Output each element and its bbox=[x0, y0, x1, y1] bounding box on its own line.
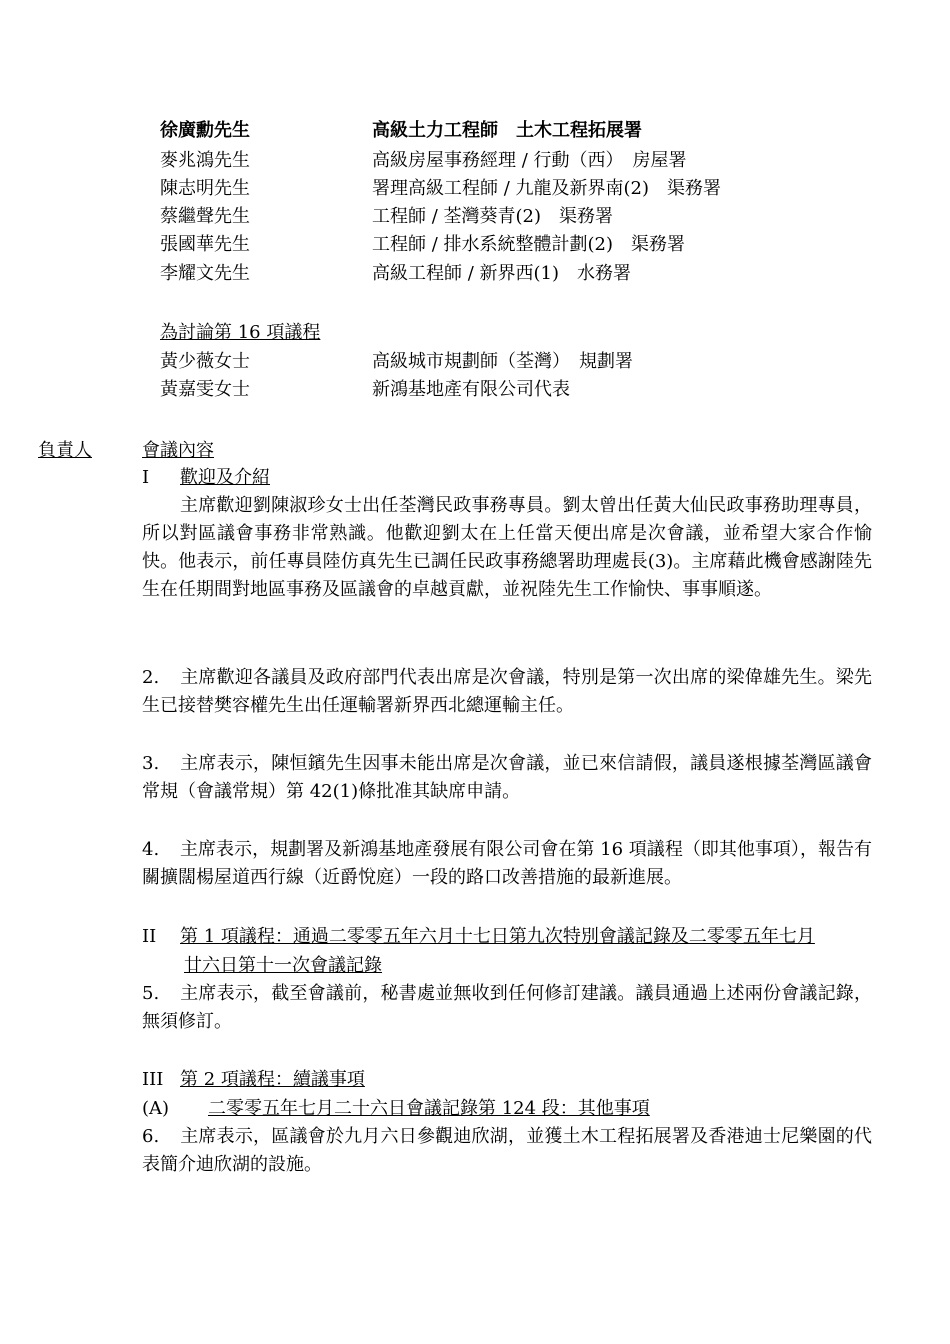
content-header: 會議內容 bbox=[142, 440, 214, 461]
responsible-header: 負責人 bbox=[38, 440, 92, 461]
paragraph-text: 主席歡迎各議員及政府部門代表出席是次會議，特別是第一次出席的梁偉雄先生。梁先生已接替樊容權先生出任運輸署新界西北總運輸主任。 bbox=[142, 667, 872, 716]
paragraph-6 bbox=[142, 1123, 872, 1179]
attendee-role: 高級城市規劃師（荃灣） 規劃署 bbox=[372, 351, 633, 372]
attendee-name: 蔡繼聲先生 bbox=[160, 206, 250, 227]
section-numeral: III bbox=[142, 1069, 164, 1090]
attendee-name: 張國華先生 bbox=[160, 234, 250, 255]
paragraph-number: 5. bbox=[142, 983, 160, 1004]
attendee-role: 高級土力工程師 土木工程拓展署 bbox=[372, 120, 642, 141]
section-title-continued: 廿六日第十一次會議記錄 bbox=[184, 955, 382, 976]
paragraph-number: 2. bbox=[142, 667, 160, 688]
attendee-name: 李耀文先生 bbox=[160, 263, 250, 284]
attendee-role: 高級房屋事務經理 / 行動（西） 房屋署 bbox=[372, 150, 687, 171]
subsection-title: 二零零五年七月二十六日會議記錄第 124 段：其他事項 bbox=[208, 1098, 650, 1119]
attendee-name: 徐廣勳先生 bbox=[160, 120, 250, 141]
paragraph-4 bbox=[142, 836, 872, 892]
attendee-name: 陳志明先生 bbox=[160, 178, 250, 199]
section-heading bbox=[142, 923, 815, 951]
attendee-name: 黃嘉雯女士 bbox=[160, 379, 250, 400]
attendee-role: 工程師 / 排水系統整體計劃(2) 渠務署 bbox=[372, 234, 686, 255]
subsection-label: (A) bbox=[142, 1098, 170, 1119]
section-heading bbox=[142, 1066, 365, 1094]
paragraph-number: 3. bbox=[142, 753, 160, 774]
paragraph-1: 主席歡迎劉陳淑珍女士出任荃灣民政事務專員。劉太曾出任黃大仙民政事務助理專員，所以對區議會事務非常熟識。他歡迎劉太在上任當天便出席是次會議，並希望大家合作愉快。他表示，前任專員陸仿真先生已調任民政事務總署助理處長(3)。主席藉此機會感謝陸先生在任期間對地區事務及區議會的卓越貢獻，並祝陸先生工作愉快、事事順遂。 bbox=[142, 495, 872, 600]
paragraph-text: 主席表示，區議會於九月六日參觀迪欣湖，並獲土木工程拓展署及香港迪士尼樂園的代表簡介迪欣湖的設施。 bbox=[142, 1126, 872, 1175]
attendee-name: 黃少薇女士 bbox=[160, 351, 250, 372]
section-heading bbox=[142, 464, 270, 492]
paragraph-3 bbox=[142, 750, 872, 806]
paragraph-number: 6. bbox=[142, 1126, 160, 1147]
paragraph-text: 主席表示，規劃署及新鴻基地產發展有限公司會在第 16 項議程（即其他事項），報告有關擴闊楊屋道西行線（近爵悅庭）一段的路口改善措施的最新進展。 bbox=[142, 839, 872, 888]
section-numeral: I bbox=[142, 467, 150, 488]
attendee-role: 署理高級工程師 / 九龍及新界南(2) 渠務署 bbox=[372, 178, 722, 199]
subsection-heading bbox=[142, 1095, 650, 1123]
section16-heading: 為討論第 16 項議程 bbox=[160, 322, 321, 343]
section-numeral: II bbox=[142, 926, 157, 947]
attendee-role: 工程師 / 荃灣葵青(2) 渠務署 bbox=[372, 206, 614, 227]
section-title: 第 1 項議程：通過二零零五年六月十七日第九次特別會議記錄及二零零五年七月 bbox=[180, 926, 815, 947]
paragraph-5 bbox=[142, 980, 872, 1036]
section-title: 歡迎及介紹 bbox=[180, 467, 270, 488]
paragraph-2 bbox=[142, 664, 872, 720]
paragraph-number: 4. bbox=[142, 839, 160, 860]
attendee-role: 高級工程師 / 新界西(1) 水務署 bbox=[372, 263, 632, 284]
paragraph-text: 主席表示，截至會議前，秘書處並無收到任何修訂建議。議員通過上述兩份會議記錄，無須修訂。 bbox=[142, 983, 872, 1032]
attendee-role: 新鴻基地產有限公司代表 bbox=[372, 379, 570, 400]
section-title: 第 2 項議程：續議事項 bbox=[180, 1069, 365, 1090]
attendee-name: 麥兆鴻先生 bbox=[160, 150, 250, 171]
paragraph-text: 主席表示，陳恒鑌先生因事未能出席是次會議，並已來信請假，議員遂根據荃灣區議會常規（會議常規）第 42(1)條批准其缺席申請。 bbox=[142, 753, 872, 802]
